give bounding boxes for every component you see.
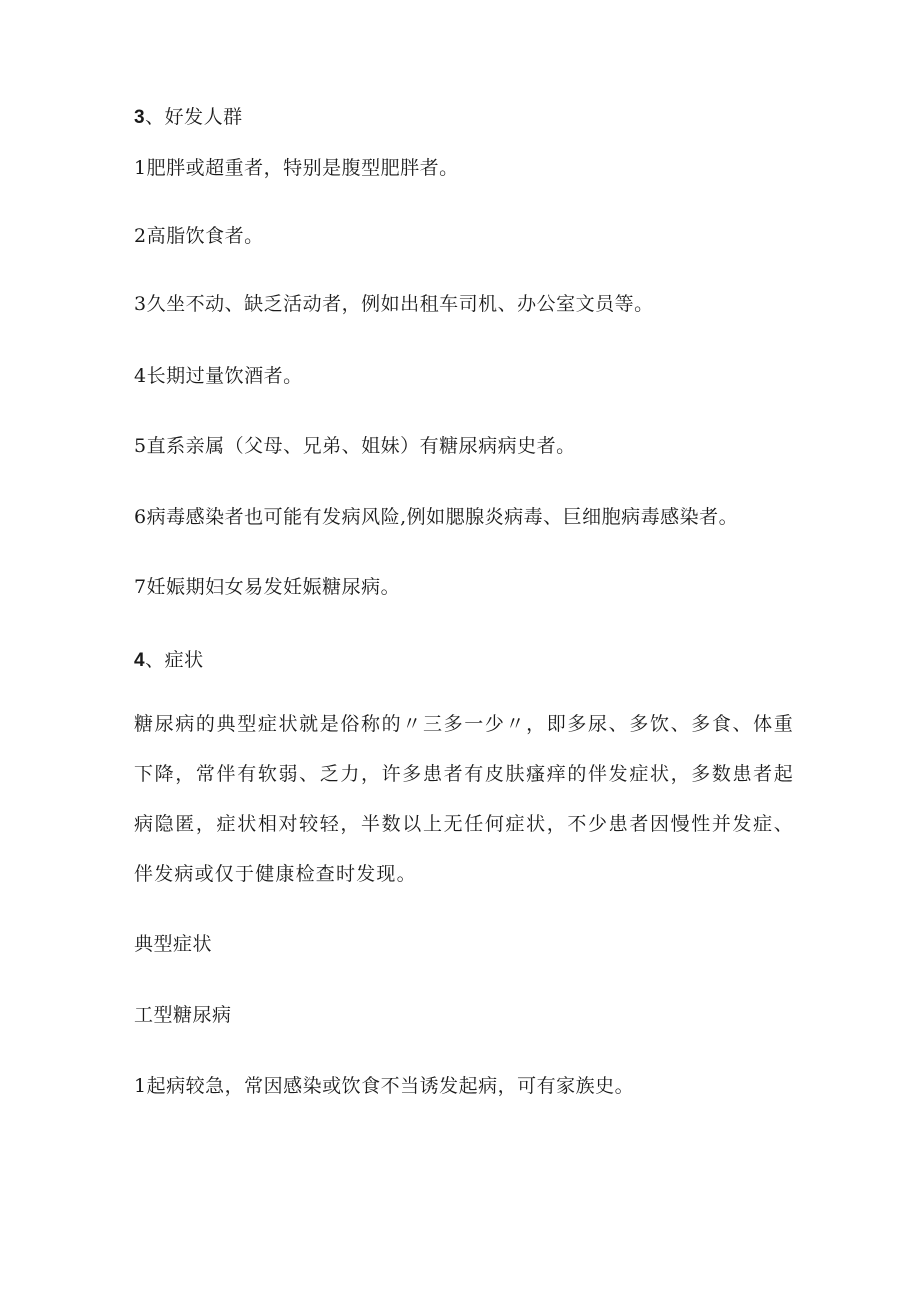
list-item: 1肥胖或超重者，特别是腹型肥胖者。 bbox=[134, 157, 459, 179]
section-4-title: 、症状 bbox=[145, 649, 204, 671]
list-item: 4长期过量饮酒者。 bbox=[134, 365, 303, 387]
symptoms-paragraph: 糖尿病的典型症状就是俗称的〃三多一少〃，即多尿、多饮、多食、体重下降，常伴有软弱、乏力，许多患者有皮肤瘙痒的伴发症状，多数患者起病隐匿，症状相对较轻，半数以上无任何症状，不少患者因慢性并发症、伴发病或仅于健康检查时发现。 bbox=[134, 713, 794, 885]
section-4-number: 4 bbox=[134, 650, 146, 671]
section-3-title: 、好发人群 bbox=[145, 106, 243, 128]
section-4-heading bbox=[134, 648, 204, 673]
list-item: 2高脂饮食者。 bbox=[134, 225, 264, 247]
list-item: 5直系亲属（父母、兄弟、姐妹）有糖尿病病史者。 bbox=[134, 435, 576, 457]
section-3-heading bbox=[134, 105, 243, 130]
list-item: 3久坐不动、缺乏活动者，例如出租车司机、办公室文员等。 bbox=[134, 293, 654, 315]
list-item: 7妊娠期妇女易发妊娠糖尿病。 bbox=[134, 576, 401, 598]
diabetes-type-heading: 工型糖尿病 bbox=[134, 1004, 232, 1026]
list-item: 6病毒感染者也可能有发病风险,例如腮腺炎病毒、巨细胞病毒感染者。 bbox=[134, 506, 739, 528]
typical-symptoms-subheading: 典型症状 bbox=[134, 933, 213, 955]
list-item: 1起病较急，常因感染或饮食不当诱发起病，可有家族史。 bbox=[134, 1075, 635, 1097]
section-3-number: 3 bbox=[134, 107, 146, 128]
